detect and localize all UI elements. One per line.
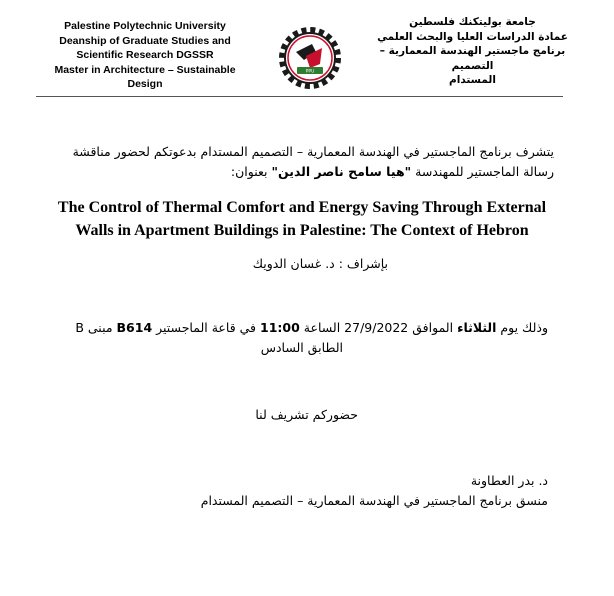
signature [28, 471, 548, 511]
header-en-line: Design [127, 78, 163, 90]
signature-name: د. بدر العطاونة [470, 473, 548, 488]
svg-text:PPU: PPU [305, 69, 315, 75]
header-en-line: Deanship of Graduate Studies and [59, 34, 231, 47]
schedule-line-1: وذلك يوم الثلاثاء الموافق 27/9/2022 الساعة 11:00 في قاعة الماجستير B614 مبنى B [75, 320, 548, 335]
defense-day: الثلاثاء [457, 320, 497, 335]
invitation-paragraph [34, 142, 554, 182]
header-divider [36, 96, 563, 97]
header-arabic [370, 15, 575, 88]
header-ar-line: جامعة بوليتكنك فلسطين [409, 16, 536, 28]
header-english [40, 19, 250, 92]
schedule [28, 318, 548, 358]
closing-line: حضوركم تشريف لنا [255, 407, 358, 422]
header-ar-line: المستدام [449, 74, 496, 86]
university-logo [274, 22, 346, 94]
defense-time: 11:00 [260, 320, 300, 335]
defense-room: B614 [116, 320, 153, 335]
student-name: "هيا سامح ناصر الدين" [271, 164, 412, 179]
thesis-title [30, 196, 574, 242]
header-ar-line: عمادة الدراسات العليا والبحث العلمي [377, 30, 568, 43]
header-ar-line: برنامج ماجستير الهندسة المعمارية – التصميم [379, 45, 566, 72]
schedule-line-2: الطابق السادس [260, 340, 343, 355]
thesis-title-line: Walls in Apartment Buildings in Palestine: The Context of Hebron [75, 222, 529, 239]
thesis-title-line: The Control of Thermal Comfort and Energy Saving Through External [57, 199, 547, 216]
header-en-line: Scientific Research DGSSR [76, 49, 214, 61]
invitation-line-1: يتشرف برنامج الماجستير في الهندسة المعمارية – التصميم المستدام بدعوتكم لحضور مناقشة [72, 144, 554, 159]
header-en-line: Master in Architecture – Sustainable [54, 63, 236, 76]
signature-role: منسق برنامج الماجستير في الهندسة المعمارية – التصميم المستدام [200, 493, 548, 508]
invitation-line-2: رسالة الماجستير للمهندسة "هيا سامح ناصر الدين" بعنوان: [230, 164, 554, 179]
header-en-line: Palestine Polytechnic University [64, 20, 226, 32]
supervisor: بإشراف : د. غسان الدويك [252, 256, 388, 271]
